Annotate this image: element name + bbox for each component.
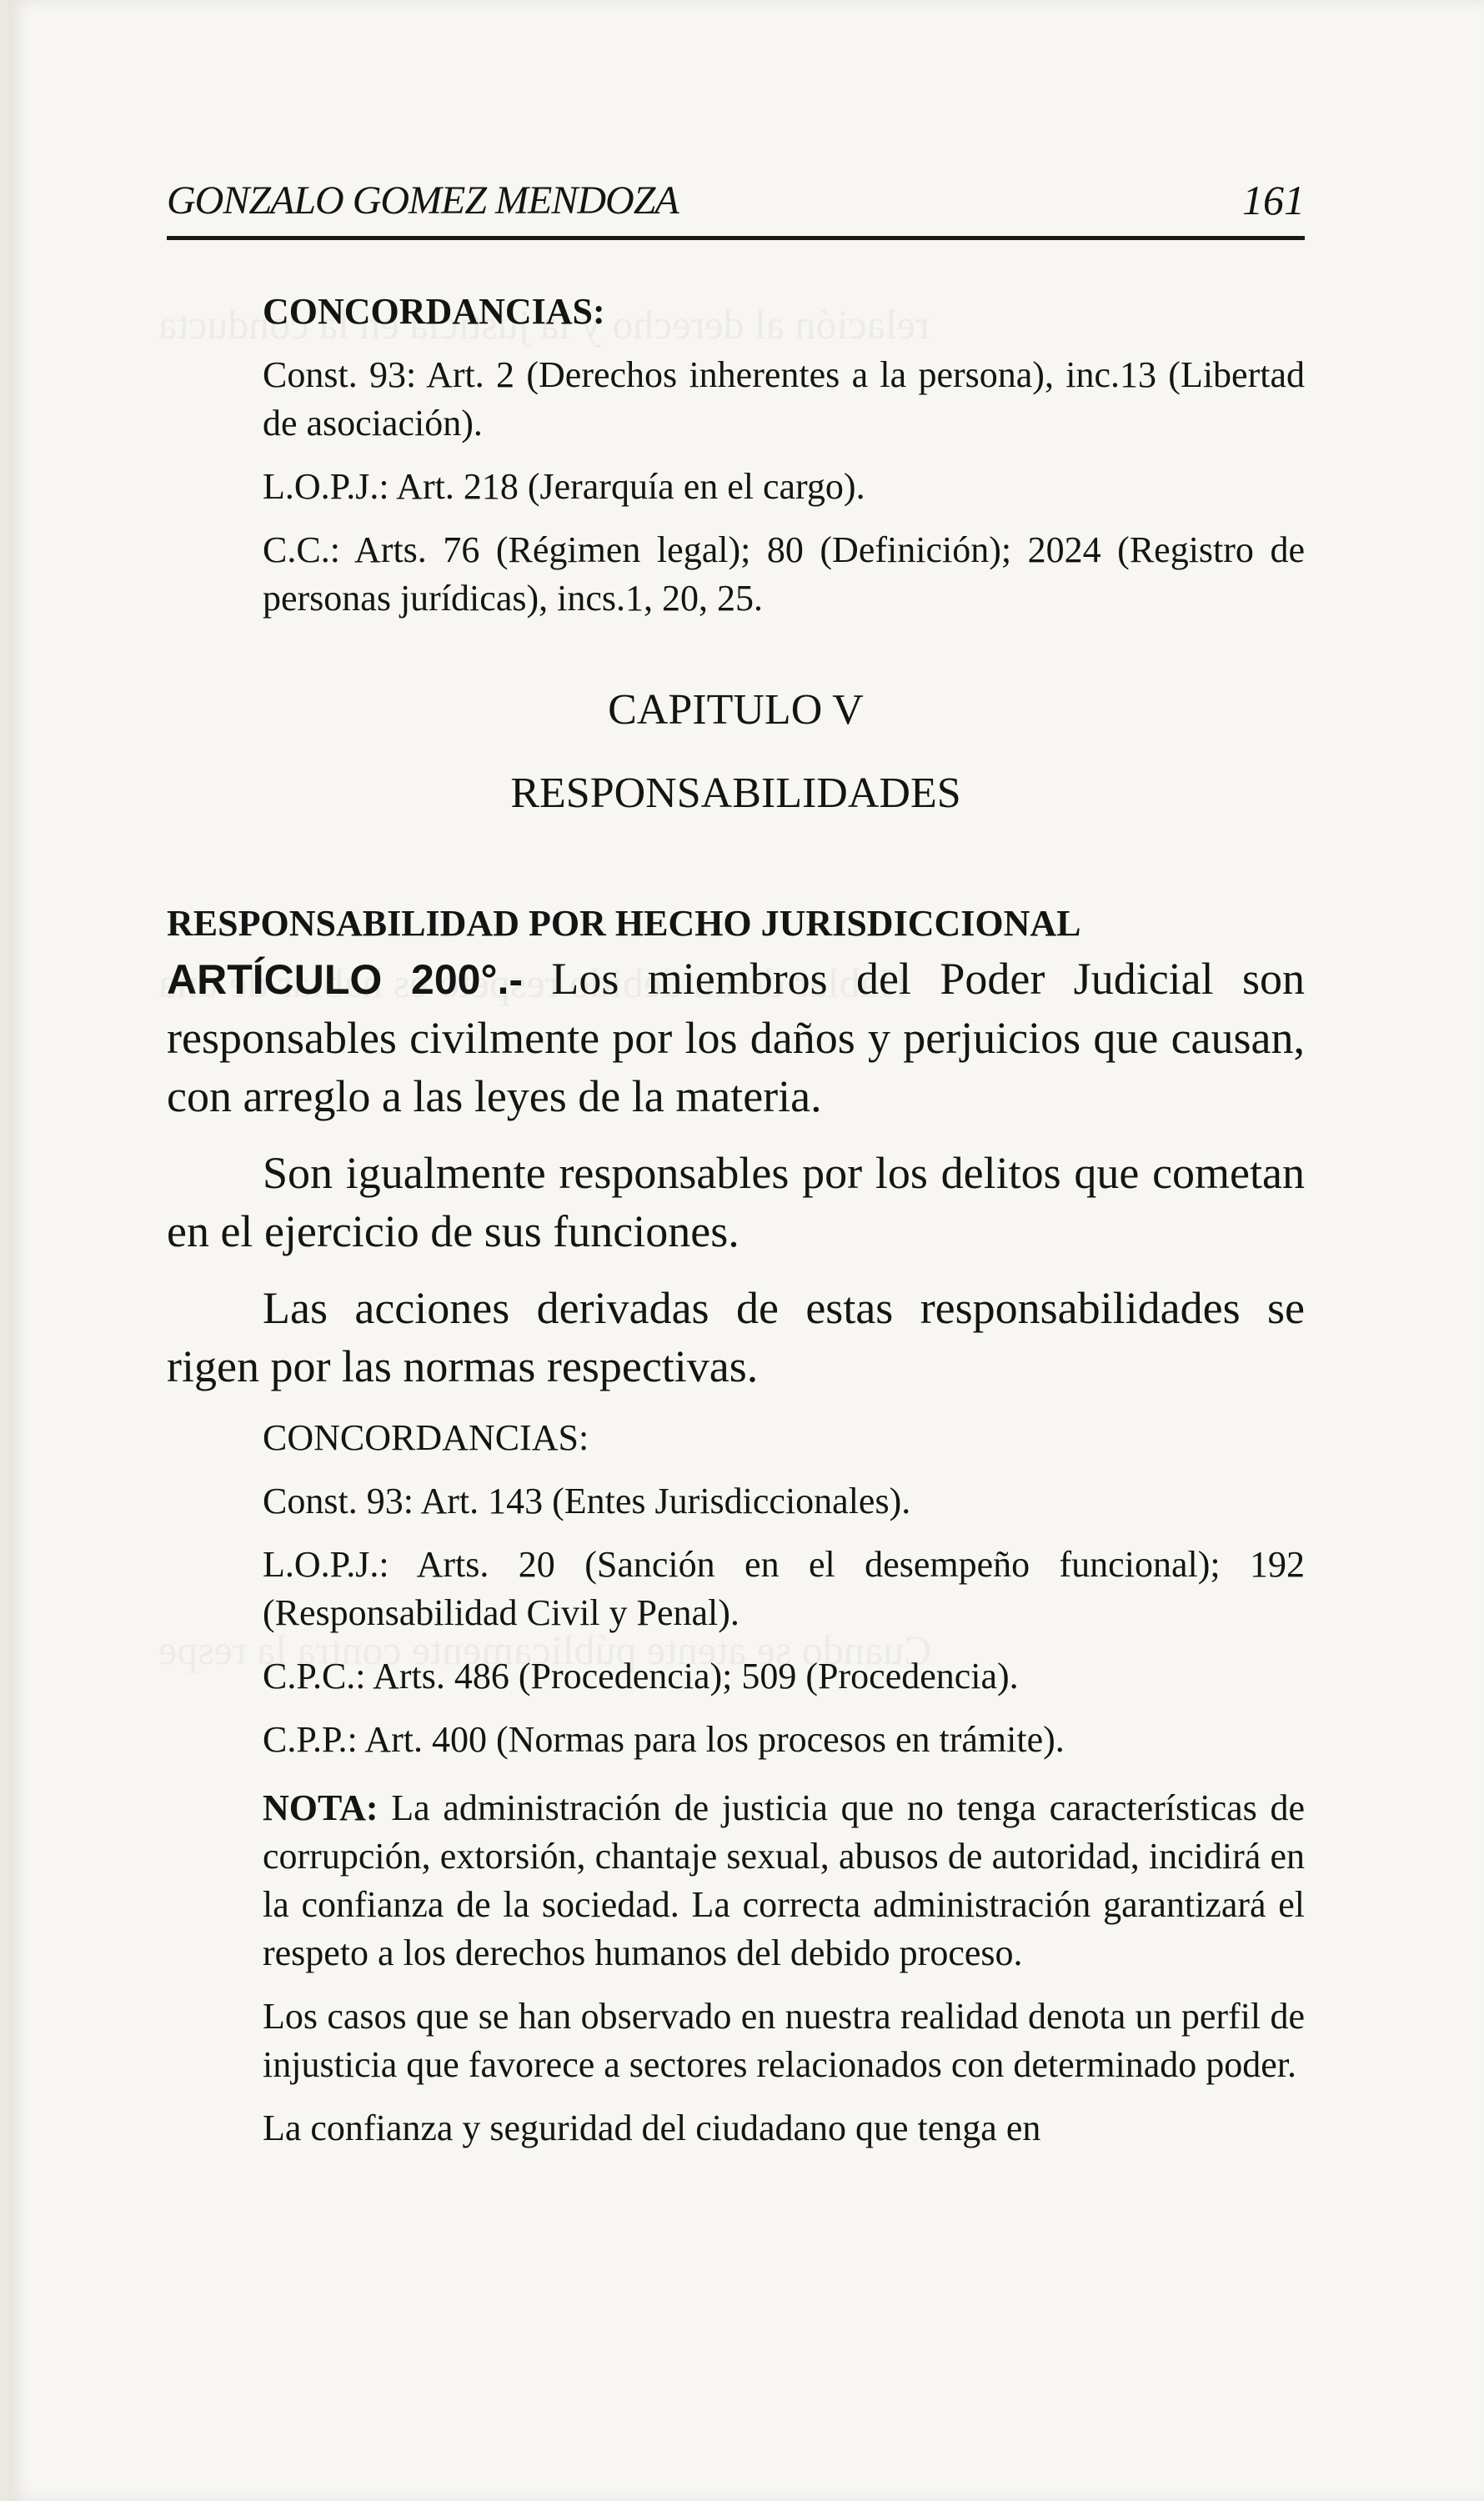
nota-label: NOTA: <box>263 1787 379 1828</box>
concordancia-item: Const. 93: Art. 2 (Derechos inherentes a la persona), inc.13 (Libertad de asociación). <box>263 354 1305 444</box>
concordancias-block-2 <box>167 1414 1305 2153</box>
concordancia-item: C.C.: Arts. 76 (Régimen legal); 80 (Definición); 2024 (Registro de personas jurídicas), incs.1, 20, 25. <box>263 529 1305 619</box>
article-first-paragraph <box>167 950 1305 1125</box>
nota-paragraph <box>263 1784 1305 1977</box>
concordancias-heading: CONCORDANCIAS: <box>263 291 605 332</box>
header-author: GONZALO GOMEZ MENDOZA <box>167 178 679 223</box>
concordancia-item: L.O.P.J.: Arts. 20 (Sanción en el desempeño funcional); 192 (Responsabilidad Civil y Penal). <box>263 1544 1305 1633</box>
book-page <box>8 0 1484 2501</box>
concordancia-item: C.P.C.: Arts. 486 (Procedencia); 509 (Procedencia). <box>263 1656 1019 1697</box>
article-paragraph: Son igualmente responsables por los delitos que cometan en el ejercicio de sus funciones. <box>167 1148 1305 1256</box>
concordancia-item: C.P.P.: Art. 400 (Normas para los procesos en trámite). <box>263 1719 1065 1760</box>
running-header <box>167 171 1305 240</box>
article-paragraph: Las acciones derivadas de estas responsabilidades se rigen por las normas respectivas. <box>167 1283 1305 1391</box>
article-section-title: RESPONSABILIDAD POR HECHO JURISDICCIONAL <box>167 903 1081 944</box>
concordancia-item: L.O.P.J.: Art. 218 (Jerarquía en el cargo). <box>263 466 865 507</box>
nota-text: La administración de justicia que no tenga características de corrupción, extorsión, chantaje sexual, abusos de autoridad, incidirá en la confianza de la sociedad. La correcta administración garantizará el respeto a los derechos humanos del debido proceso. <box>263 1787 1305 1973</box>
article-label: ARTÍCULO 200°.- <box>167 956 524 1003</box>
concordancias-heading: CONCORDANCIAS: <box>263 1417 589 1458</box>
article-text: Los miembros del Poder Judicial son responsables civilmente por los daños y perjuicios que causan, con arreglo a las leyes de la materia. <box>167 954 1306 1121</box>
concordancia-item: Const. 93: Art. 143 (Entes Jurisdiccionales). <box>263 1481 911 1521</box>
page-body <box>167 288 1305 2168</box>
chapter-number: CAPITULO V <box>608 686 864 734</box>
nota-paragraph: Los casos que se han observado en nuestra realidad denota un perfil de injusticia que favorece a sectores relacionados con determinado poder. <box>263 1996 1305 2085</box>
nota-paragraph: La confianza y seguridad del ciudadano que tenga en <box>263 2108 1041 2148</box>
page-number: 161 <box>1242 177 1305 223</box>
chapter-title: RESPONSABILIDADES <box>510 769 961 817</box>
concordancias-block-1 <box>167 288 1305 623</box>
